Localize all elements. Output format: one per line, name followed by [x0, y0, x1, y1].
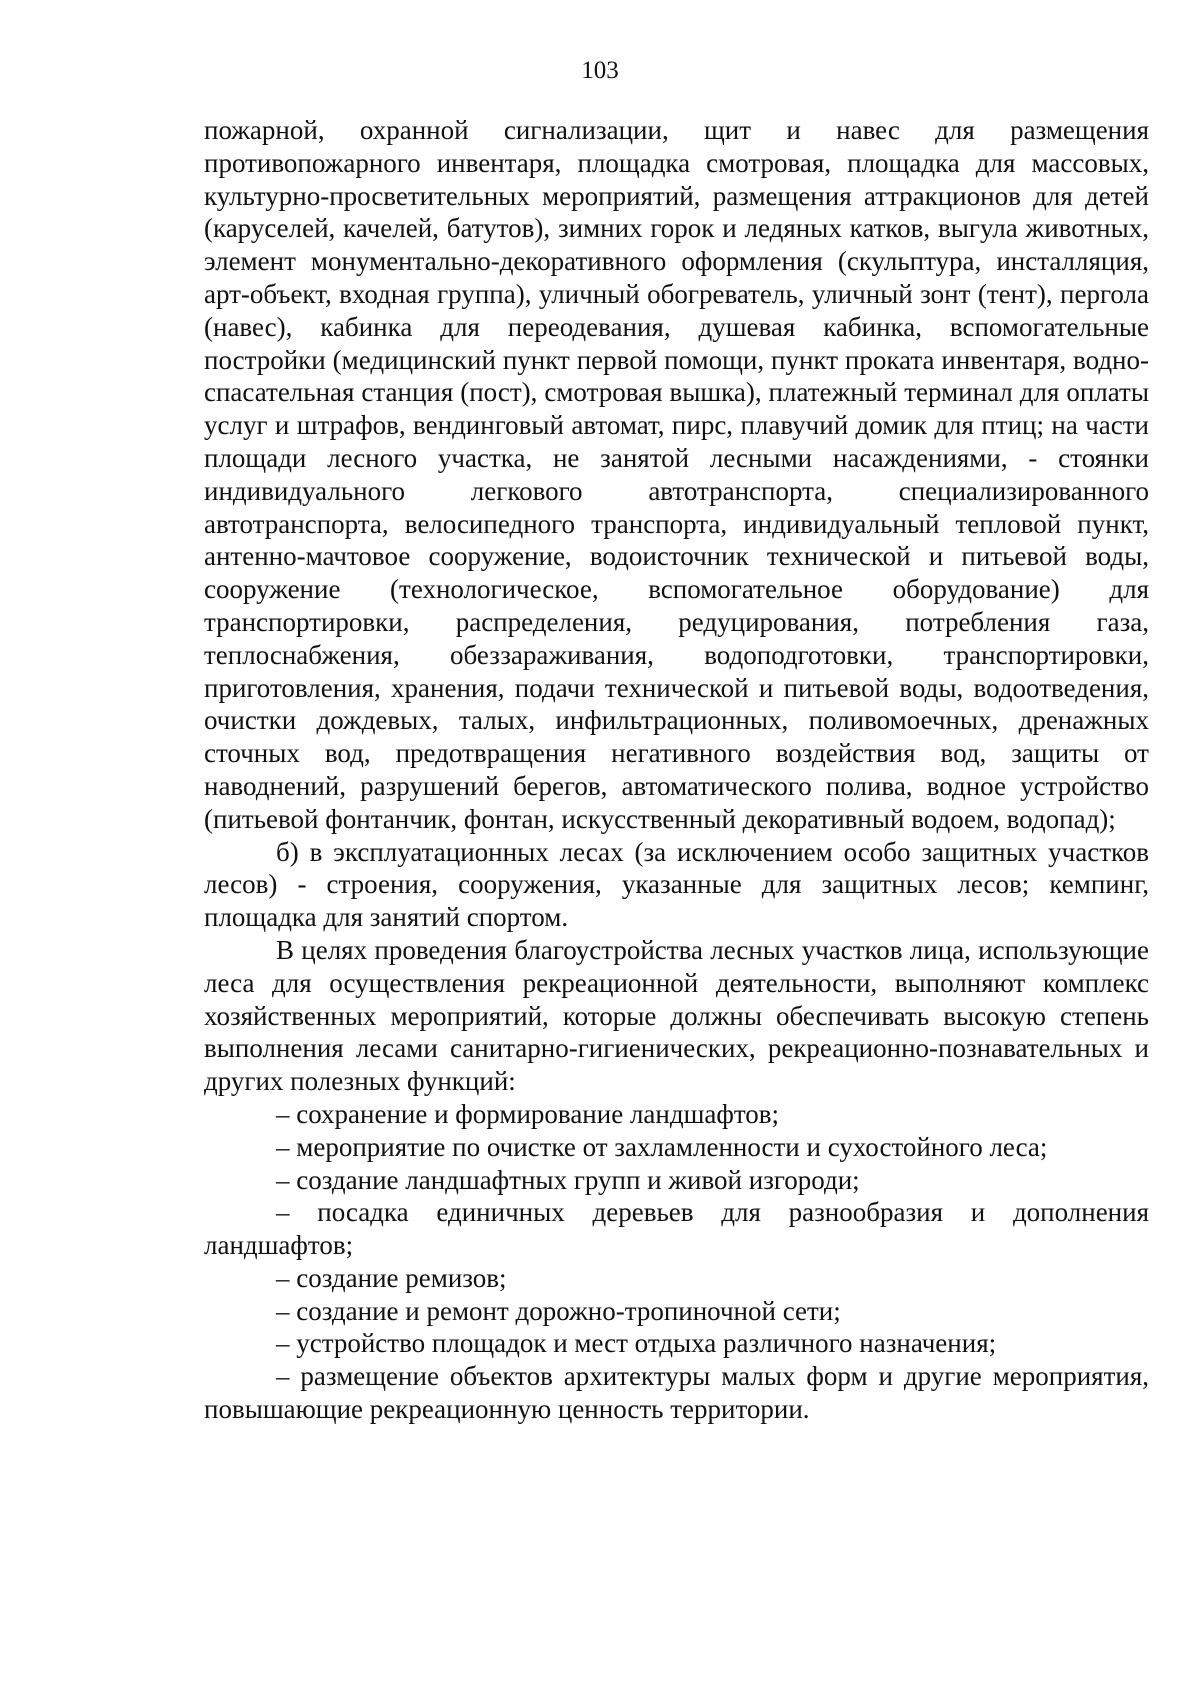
list-item: – создание ландшафтных групп и живой изгороди;	[276, 1164, 860, 1195]
list-item: – устройство площадок и мест отдыха различного назначения;	[276, 1328, 997, 1359]
list-item: – посадка единичных деревьев для разнообразия и дополнения ландшафтов;	[204, 1197, 1149, 1261]
list-item: – создание ремизов;	[276, 1262, 507, 1293]
paragraph-exploitation-forests: б) в эксплуатационных лесах (за исключением особо защитных участков лесов) - строения, сооружения, указанные для защитных лесов; кемпинг, площадка для занятий спортом.	[204, 836, 1149, 933]
list-item: – размещение объектов архитектуры малых форм и другие мероприятия, повышающие рекреационную ценность территории.	[204, 1361, 1149, 1425]
list-item: – сохранение и формирование ландшафтов;	[276, 1098, 780, 1129]
page-number: 103	[581, 57, 619, 84]
list-item: – создание и ремонт дорожно-тропиночной сети;	[276, 1295, 841, 1326]
paragraph-continuation: пожарной, охранной сигнализации, щит и навес для размещения противопожарного инвентаря, площадка смотровая, площадка для массовых, культурно-просветительных мероприятий, размещения аттракционов для детей (каруселей, качелей, батутов), зимних горок и ледяных катков, выгула животных, элемент монументально-декоративного оформления (скульптура, инсталляция, арт-объект, входная группа), уличный обогреватель, уличный зонт (тент), пергола (навес), кабинка для переодевания, душевая кабинка, вспомогательные постройки (медицинский пункт первой помощи, пункт проката инвентаря, водно-спасательная станция (пост), смотровая вышка), платежный терминал для оплаты услуг и штрафов, вендинговый автомат, пирс, плавучий домик для птиц; на части площади лесного участка, не занятой лесными насаждениями, - стоянки индивидуального легкового автотранспорта, специализированного автотранспорта, велосипедного транспорта, индивидуальный тепловой пункт, антенно-мачтовое сооружение, водоисточник технической и питьевой воды, сооружение (технологическое, вспомогательное оборудование) для транспортировки, распределения, редуцирования, потребления газа, теплоснабжения, обеззараживания, водоподготовки, транспортировки, приготовления, хранения, подачи технической и питьевой воды, водоотведения, очистки дождевых, талых, инфильтрационных, поливомоечных, дренажных сточных вод, предотвращения негативного воздействия вод, защиты от наводнений, разрушений берегов, автоматического полива, водное устройство (питьевой фонтанчик, фонтан, искусственный декоративный водоем, водопад);	[204, 115, 1149, 834]
list-item: – мероприятие по очистке от захламленности и сухостойного леса;	[276, 1131, 1048, 1162]
paragraph-improvement-measures: В целях проведения благоустройства лесных участков лица, использующие леса для осуществления рекреационной деятельности, выполняют комплекс хозяйственных мероприятий, которые должны обеспечивать высокую степень выполнения лесами санитарно-гигиенических, рекреационно-познавательных и других полезных функций:	[204, 934, 1149, 1097]
document-body	[204, 114, 1149, 1426]
